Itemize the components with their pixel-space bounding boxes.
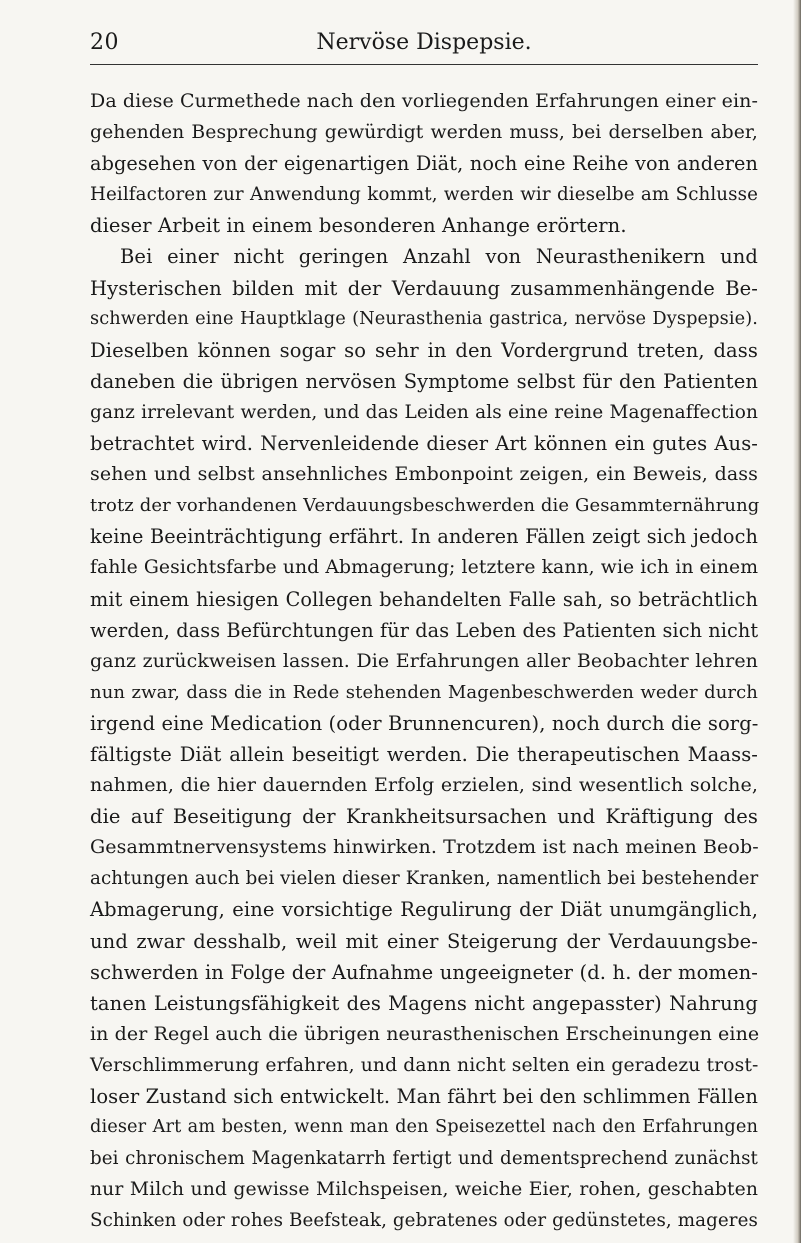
text-line: ganz irrelevant werden, und das Leiden als eine reine Magenaffection	[90, 401, 758, 423]
text-line: und zwar desshalb, weil mit einer Steigerung der Verdauungsbe-	[90, 929, 758, 953]
text-line: betrachtet wird. Nervenleidende dieser Art können ein gutes Aus-	[90, 432, 758, 456]
text-line: nahmen, die hier dauernden Erfolg erzielen, sind wesentlich solche,	[90, 774, 758, 797]
text-line: schwerden eine Hauptklage (Neurasthenia gastrica, nervöse Dyspepsie).	[90, 308, 758, 329]
text-line: Bei einer nicht geringen Anzahl von Neurasthenikern und	[120, 245, 758, 269]
text-line: sehen und selbst ansehnliches Embonpoint zeigen, ein Beweis, dass	[90, 463, 758, 486]
text-line: Da diese Curmethede nach den vorliegenden Erfahrungen einer ein-	[90, 90, 759, 112]
text-line: in der Regel auch die übrigen neurasthenischen Erscheinungen eine	[90, 1022, 760, 1045]
text-line: die auf Beseitigung der Krankheitsursachen und Kräftigung des	[90, 805, 758, 829]
text-line: trotz der vorhandenen Verdauungsbeschwerden die Gesammternährung	[90, 495, 760, 517]
text-line: werden, dass Befürchtungen für das Leben des Patienten sich nicht	[90, 618, 759, 642]
text-line: Heilfactoren zur Anwendung kommt, werden wir dieselbe am Schlusse	[90, 184, 758, 206]
text-line: nun zwar, dass die in Rede stehenden Magenbeschwerden weder durch	[90, 681, 758, 703]
text-line: fahle Gesichtsfarbe und Abmagerung; letztere kann, wie ich in einem	[90, 557, 759, 579]
text-line: loser Zustand sich entwickelt. Man fährt bei den schlimmen Fällen	[90, 1085, 758, 1108]
page-number: 20	[90, 30, 119, 55]
text-line: irgend eine Medication (oder Brunnencuren), noch durch die sorg-	[90, 711, 759, 735]
text-line: schwerden in Folge der Aufnahme ungeeigneter (d. h. der momen-	[90, 960, 758, 984]
text-line: tanen Leistungsfähigkeit des Magens nicht angepasster) Nahrung	[90, 991, 758, 1015]
text-line: dieser Art am besten, wenn man den Speisezettel nach den Erfahrungen	[90, 1117, 758, 1138]
text-line: Dieselben können sogar so sehr in den Vordergrund treten, dass	[90, 338, 758, 362]
text-line: ganz zurückweisen lassen. Die Erfahrungen aller Beobachter lehren	[90, 649, 758, 672]
text-line: bei chronischem Magenkatarrh fertigt und dementsprechend zunächst	[90, 1148, 758, 1170]
text-line: fältigste Diät allein beseitigt werden. Die therapeutischen Maass-	[90, 742, 758, 766]
text-line: Schinken oder rohes Beefsteak, gebratenes oder gedünstetes, mageres	[90, 1210, 758, 1232]
text-line: achtungen auch bei vielen dieser Kranken, namentlich bei bestehender	[90, 868, 759, 890]
text-line: Verschlimmerung erfahren, und dann nicht selten ein geradezu trost-	[90, 1054, 759, 1076]
text-line: daneben die übrigen nervösen Symptome selbst für den Patienten	[90, 369, 758, 393]
header-rule	[90, 64, 758, 65]
text-line: abgesehen von der eigenartigen Diät, noch eine Reihe von anderen	[90, 152, 758, 176]
running-title: Nervöse Dispepsie.	[316, 30, 532, 55]
text-line: mit einem hiesigen Collegen behandelten Falle sah, so beträchtlich	[90, 587, 758, 611]
text-line: dieser Arbeit in einem besonderen Anhange erörtern.	[90, 214, 627, 238]
text-line: Abmagerung, eine vorsichtige Regulirung der Diät unumgänglich,	[90, 898, 758, 922]
text-line: gehenden Besprechung gewürdigt werden muss, bei derselben aber,	[90, 122, 758, 144]
text-line: Hysterischen bilden mit der Verdauung zusammenhängende Be-	[90, 276, 758, 300]
page-edge-shadow	[793, 0, 801, 1243]
body-text	[90, 86, 758, 1236]
text-line: nur Milch und gewisse Milchspeisen, weiche Eier, rohen, geschabten	[90, 1179, 758, 1201]
text-line: Gesammtnervensystems hinwirken. Trotzdem ist nach meinen Beob-	[90, 836, 759, 859]
page-header	[90, 30, 758, 60]
text-line: keine Beeinträchtigung erfährt. In anderen Fällen zeigt sich jedoch	[90, 525, 758, 549]
